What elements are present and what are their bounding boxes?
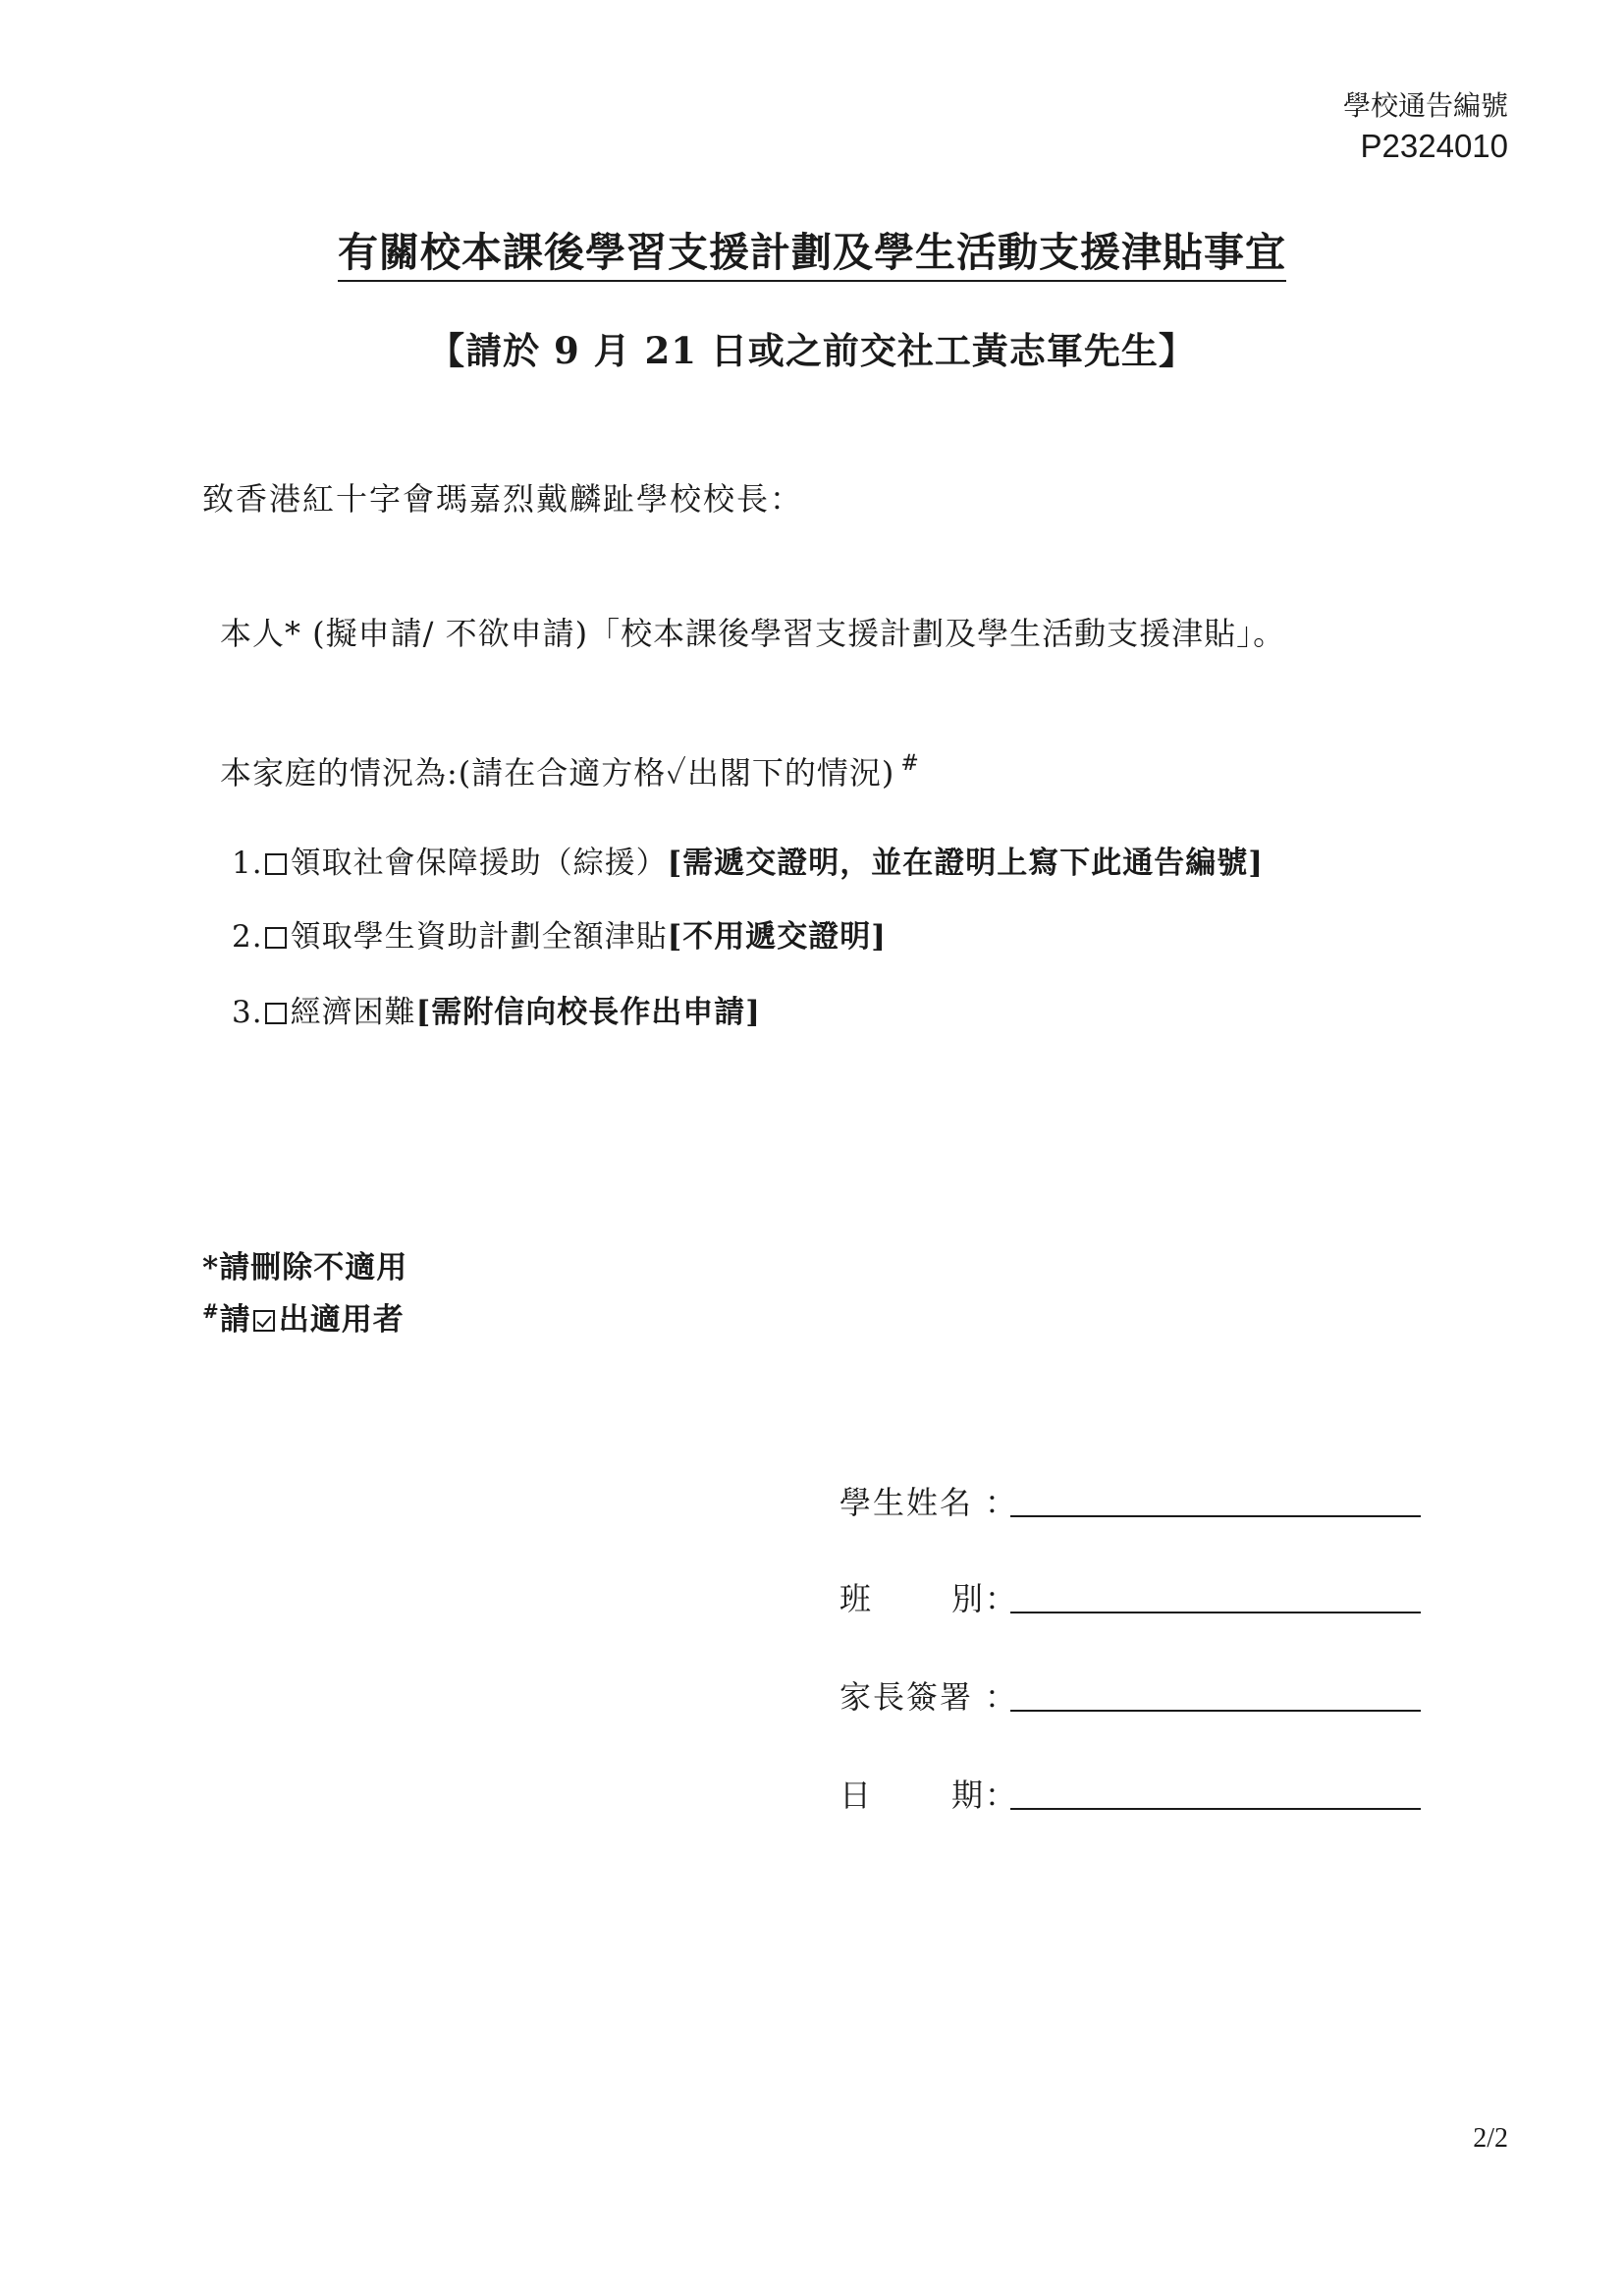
checked-box-icon — [253, 1310, 275, 1332]
page-number: 2/2 — [1473, 2123, 1508, 2154]
application-statement: 本人* (擬申請/ 不欲申請)「校本課後學習支援計劃及學生活動支援津貼」。 — [220, 615, 1286, 652]
option-text: 領取社會保障援助（綜援） — [290, 846, 668, 881]
document-title — [0, 220, 1624, 278]
field-colon: ： — [985, 1580, 1019, 1617]
delete-not-applicable-note: *請刪除不適用 — [202, 1250, 408, 1285]
field-label-part: 日 — [839, 1777, 874, 1814]
option-number: 3. — [232, 995, 263, 1030]
document-title-text: 有關校本課後學習支援計劃及學生活動支援津貼事宜 — [338, 229, 1286, 282]
submission-deadline: 【請於 9 月 21 日或之前交社工黃志軍先生】 — [428, 329, 1196, 372]
option-cssa — [232, 838, 1264, 882]
family-status-prompt — [220, 748, 920, 793]
student-name-field — [839, 1478, 1421, 1523]
field-label: 家長簽署 — [839, 1678, 974, 1716]
option-requirement: [不用遞交證明] — [667, 919, 887, 955]
option-number: 1. — [232, 846, 263, 881]
option-financial-hardship — [232, 987, 761, 1031]
checkbox-financial-hardship[interactable] — [265, 1003, 287, 1024]
student-name-input[interactable] — [1010, 1484, 1421, 1517]
notice-number-label: 學校通告編號 — [1342, 89, 1508, 122]
notice-number: P2324010 — [1360, 128, 1508, 164]
parent-signature-field — [839, 1672, 1421, 1718]
field-colon: ： — [985, 1678, 1019, 1716]
addressee: 致香港紅十字會瑪嘉烈戴麟趾學校校長： — [202, 480, 804, 518]
field-colon: ： — [985, 1777, 1019, 1814]
parent-signature-input[interactable] — [1010, 1678, 1421, 1712]
tick-note-suffix: 出適用者 — [278, 1302, 405, 1338]
field-label — [839, 1771, 985, 1816]
field-label — [839, 1574, 985, 1619]
date-input[interactable] — [1010, 1777, 1421, 1810]
hash-mark: # — [900, 751, 920, 776]
option-text: 領取學生資助計劃全額津貼 — [290, 919, 668, 955]
option-number: 2. — [232, 919, 263, 955]
option-requirement: [需附信向校長作出申請] — [415, 995, 761, 1030]
field-label: 學生姓名 — [839, 1484, 974, 1521]
date-field — [839, 1771, 1421, 1816]
tick-applicable-note — [202, 1294, 405, 1339]
field-colon: ： — [985, 1484, 1019, 1521]
checkbox-cssa[interactable] — [265, 853, 287, 875]
tick-note-prefix: 請 — [219, 1302, 251, 1338]
field-label-part: 班 — [839, 1580, 874, 1617]
field-label-part: 別 — [950, 1580, 985, 1617]
option-requirement: [需遞交證明，並在證明上寫下此通告編號] — [667, 846, 1264, 881]
option-full-grant — [232, 911, 887, 956]
field-label-part: 期 — [950, 1777, 985, 1814]
class-field — [839, 1574, 1421, 1619]
family-status-text: 本家庭的情況為:(請在合適方格✓出閣下的情況) — [220, 754, 895, 792]
class-input[interactable] — [1010, 1580, 1421, 1613]
hash-mark: # — [202, 1299, 220, 1323]
checkbox-full-grant[interactable] — [265, 927, 287, 949]
option-text: 經濟困難 — [290, 995, 416, 1030]
